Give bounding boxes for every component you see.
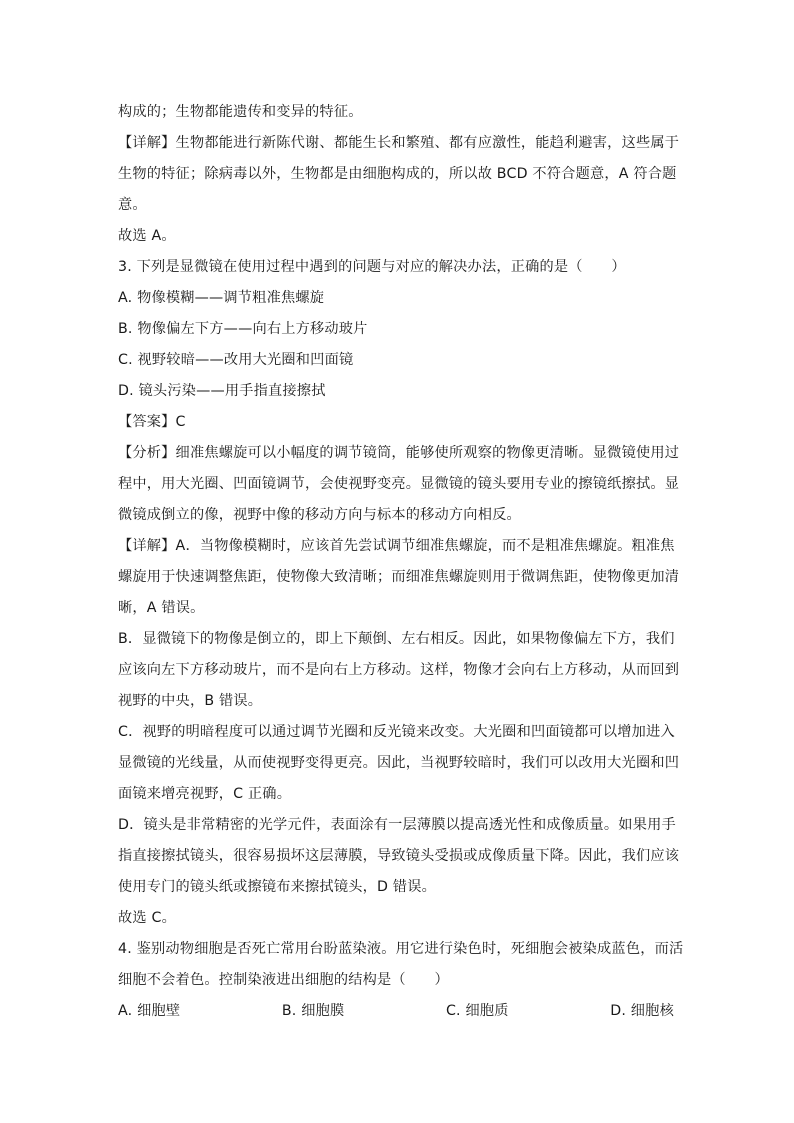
explanation-line: C．视野的明暗程度可以通过调节光圈和反光镜来改变。大光圈和凹面镜都可以增加进入 (118, 724, 675, 740)
text-line: 构成的；生物都能遗传和变异的特征。 (118, 104, 363, 120)
explanation-line: B．显微镜下的物像是倒立的，即上下颠倒、左右相反。因此，如果物像偏左下方，我们 (118, 631, 675, 647)
explanation-line: 视野的中央，B 错误。 (118, 693, 263, 709)
document-body (118, 97, 684, 1027)
analysis-line: 程中，用大光圈、凹面镜调节，会使视野变亮。显微镜的镜头要用专业的擦镜纸擦拭。显 (118, 476, 680, 492)
explanation-line: 指直接擦拭镜头，很容易损坏这层薄膜，导致镜头受损或成像质量下降。因此，我们应该 (118, 848, 680, 864)
answer-line: 【答案】C (118, 414, 186, 430)
question-4-option-d: D. 细胞核 (610, 1003, 674, 1019)
question-4-stem: 细胞不会着色。控制染液进出细胞的结构是（ ） (118, 972, 449, 988)
question-3-option-a: A. 物像模糊——调节粗准焦螺旋 (118, 290, 325, 306)
question-3-option-b: B. 物像偏左下方——向右上方移动玻片 (118, 321, 368, 337)
text-line: 生物的特征；除病毒以外，生物都是由细胞构成的，所以故 BCD 不符合题意，A 符合题 (118, 166, 677, 182)
explanation-line: 面镜来增亮视野，C 正确。 (118, 786, 292, 802)
question-4-stem: 4. 鉴别动物细胞是否死亡常用台盼蓝染液。用它进行染色时，死细胞会被染成蓝色，而活 (118, 941, 684, 957)
explanation-line: 应该向左下方移动玻片，而不是向右上方移动。这样，物像才会向右上方移动，从而回到 (118, 662, 680, 678)
answer-choice-line: 故选 C。 (118, 910, 176, 926)
explanation-line: 【详解】A．当物像模糊时，应该首先尝试调节细准焦螺旋，而不是粗准焦螺旋。粗准焦 (118, 538, 675, 554)
explanation-line: 显微镜的光线量，从而使视野变得更亮。因此，当视野较暗时，我们可以改用大光圈和凹 (118, 755, 680, 771)
text-line: 故选 A。 (118, 228, 176, 244)
text-line: 【详解】生物都能进行新陈代谢、都能生长和繁殖、都有应激性，能趋利避害，这些属于 (118, 135, 680, 151)
question-3-stem: 3. 下列是显微镜在使用过程中遇到的问题与对应的解决办法，正确的是（ ） (118, 259, 626, 275)
question-4-option-b: B. 细胞膜 (281, 1003, 345, 1019)
analysis-line: 【分析】细准焦螺旋可以小幅度的调节镜筒，能够使所观察的物像更清晰。显微镜使用过 (118, 445, 680, 461)
text-line: 意。 (118, 197, 147, 213)
explanation-line: 使用专门的镜头纸或擦镜布来擦拭镜头，D 错误。 (118, 879, 436, 895)
explanation-line: D．镜头是非常精密的光学元件，表面涂有一层薄膜以提高透光性和成像质量。如果用手 (118, 817, 676, 833)
explanation-line: 晰，A 错误。 (118, 600, 205, 616)
analysis-line: 微镜成倒立的像，视野中像的移动方向与标本的移动方向相反。 (118, 507, 521, 523)
explanation-line: 螺旋用于快速调整焦距，使物像大致清晰；而细准焦螺旋则用于微调焦距，使物像更加清 (118, 569, 680, 585)
question-4-options (118, 996, 674, 1027)
question-4-option-a: A. 细胞壁 (118, 1003, 181, 1019)
question-3-option-c: C. 视野较暗——改用大光圈和凹面镜 (118, 352, 354, 368)
question-3-option-d: D. 镜头污染——用手指直接擦拭 (118, 383, 326, 399)
question-4-option-c: C. 细胞质 (445, 1003, 509, 1019)
